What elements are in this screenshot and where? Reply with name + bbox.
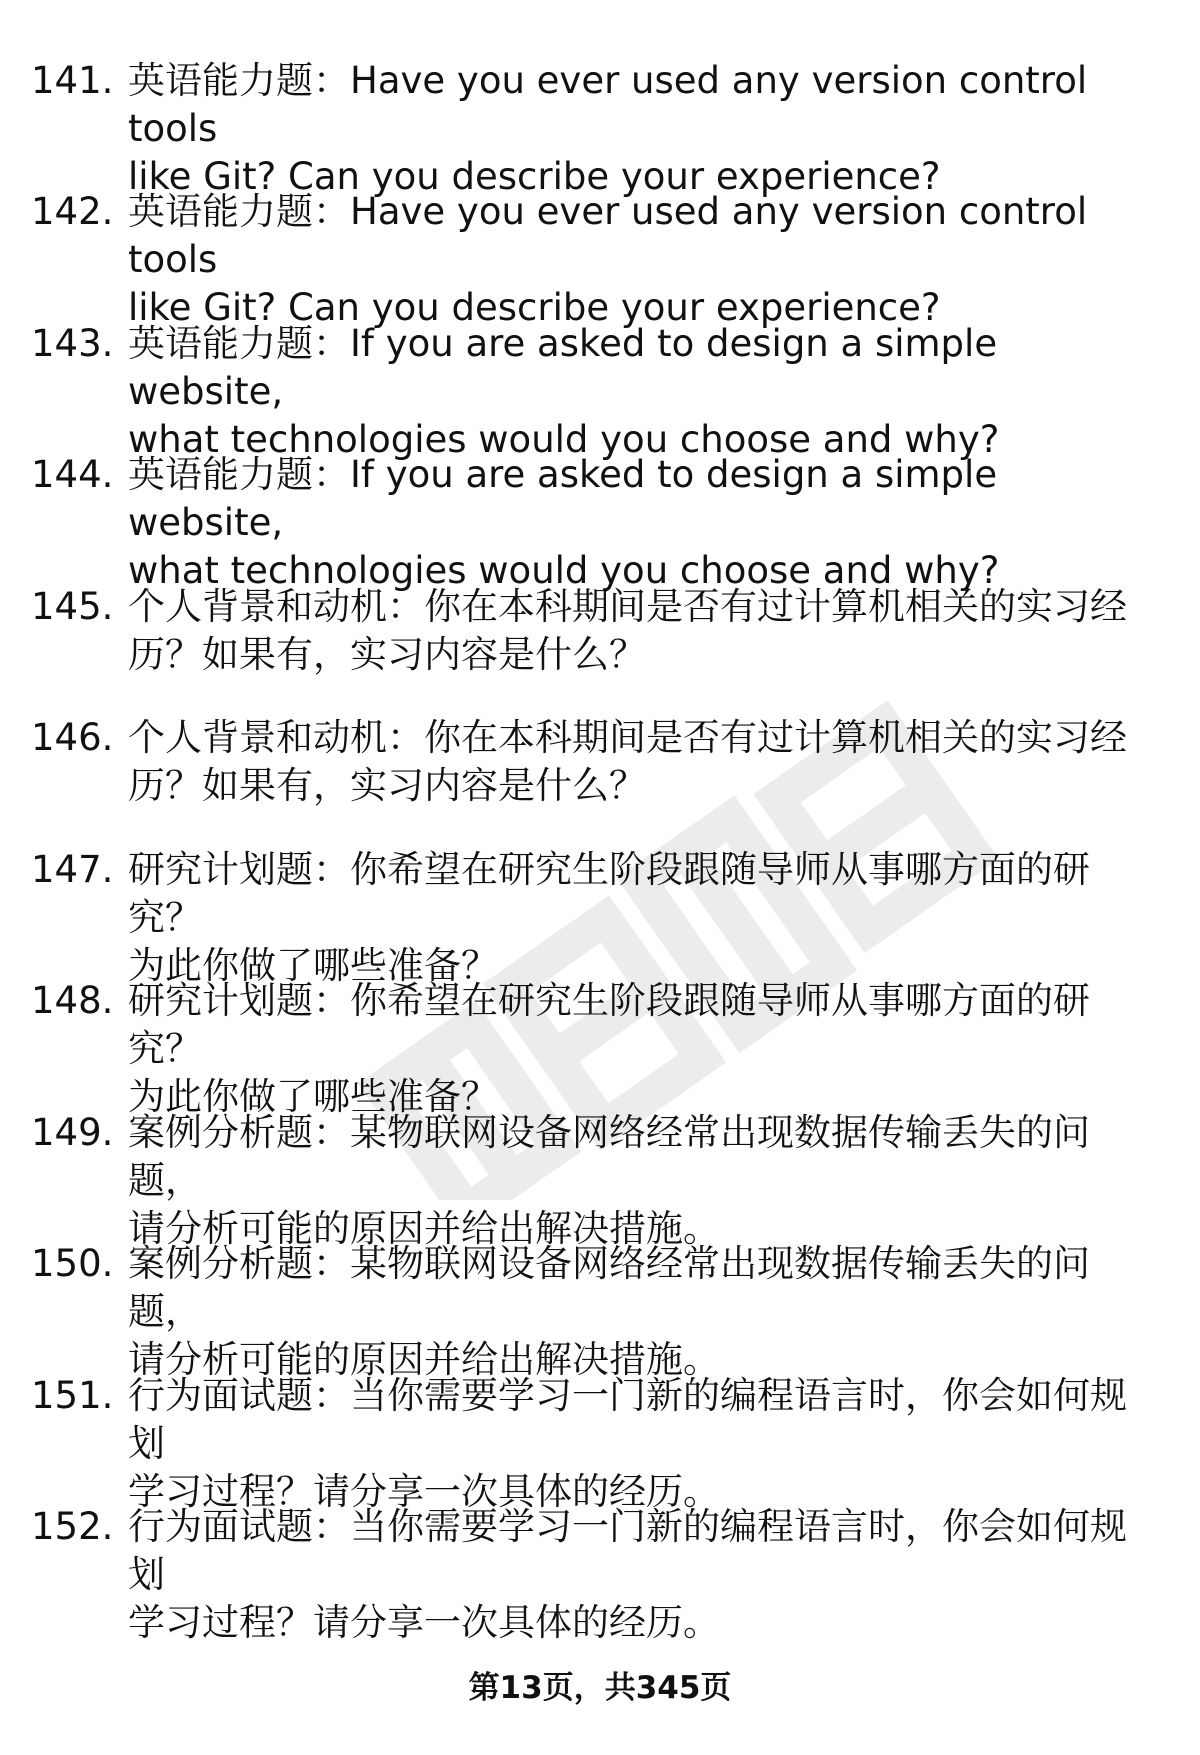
question-item-141 bbox=[0, 57, 1200, 198]
question-item-152 bbox=[0, 1503, 1200, 1644]
question-text: 案例分析题：某物联网设备网络经常出现数据传输丢失的问题， 请分析可能的原因并给出解决措施。 bbox=[128, 1242, 1090, 1381]
question-text: 研究计划题：你希望在研究生阶段跟随导师从事哪方面的研究？ 为此你做了哪些准备？ bbox=[128, 979, 1090, 1118]
question-number: 147. bbox=[31, 848, 114, 891]
question-text: 研究计划题：你希望在研究生阶段跟随导师从事哪方面的研究？ 为此你做了哪些准备？ bbox=[128, 848, 1090, 987]
question-item-144 bbox=[0, 451, 1200, 592]
question-item-151 bbox=[0, 1372, 1200, 1513]
question-number: 146. bbox=[31, 716, 114, 759]
question-text: 个人背景和动机：你在本科期间是否有过计算机相关的实习经 历？如果有，实习内容是什么？ bbox=[128, 585, 1127, 676]
page-footer: 第13页，共345页 bbox=[468, 1670, 732, 1706]
question-text: 案例分析题：某物联网设备网络经常出现数据传输丢失的问题， 请分析可能的原因并给出解决措施。 bbox=[128, 1111, 1090, 1250]
question-item-146 bbox=[0, 714, 1200, 824]
question-text: 英语能力题：If you are asked to design a simple website, what technologies would you choose and why? bbox=[128, 453, 1000, 592]
question-text: 英语能力题：Have you ever used any version control tools like Git? Can you describe your experience? bbox=[128, 59, 1088, 198]
question-number: 151. bbox=[31, 1374, 114, 1417]
question-text: 行为面试题：当你需要学习一门新的编程语言时，你会如何规划 学习过程？请分享一次具体的经历。 bbox=[128, 1505, 1127, 1644]
question-number: 150. bbox=[31, 1242, 114, 1285]
question-number: 143. bbox=[31, 322, 114, 365]
question-item-145 bbox=[0, 583, 1200, 693]
question-text: 英语能力题：Have you ever used any version control tools like Git? Can you describe your experience? bbox=[128, 190, 1088, 329]
question-number: 149. bbox=[31, 1111, 114, 1154]
question-text: 行为面试题：当你需要学习一门新的编程语言时，你会如何规划 学习过程？请分享一次具体的经历。 bbox=[128, 1374, 1127, 1513]
question-number: 152. bbox=[31, 1505, 114, 1548]
question-item-147 bbox=[0, 846, 1200, 987]
question-number: 144. bbox=[31, 453, 114, 496]
question-item-149 bbox=[0, 1109, 1200, 1250]
question-item-150 bbox=[0, 1240, 1200, 1381]
question-text: 英语能力题：If you are asked to design a simple website, what technologies would you choose and why? bbox=[128, 322, 1000, 461]
question-item-143 bbox=[0, 320, 1200, 461]
question-number: 141. bbox=[31, 59, 114, 102]
question-number: 142. bbox=[31, 190, 114, 233]
question-number: 148. bbox=[31, 979, 114, 1022]
question-item-148 bbox=[0, 977, 1200, 1118]
question-text: 个人背景和动机：你在本科期间是否有过计算机相关的实习经 历？如果有，实习内容是什么？ bbox=[128, 716, 1127, 807]
question-number: 145. bbox=[31, 585, 114, 628]
question-item-142 bbox=[0, 188, 1200, 329]
